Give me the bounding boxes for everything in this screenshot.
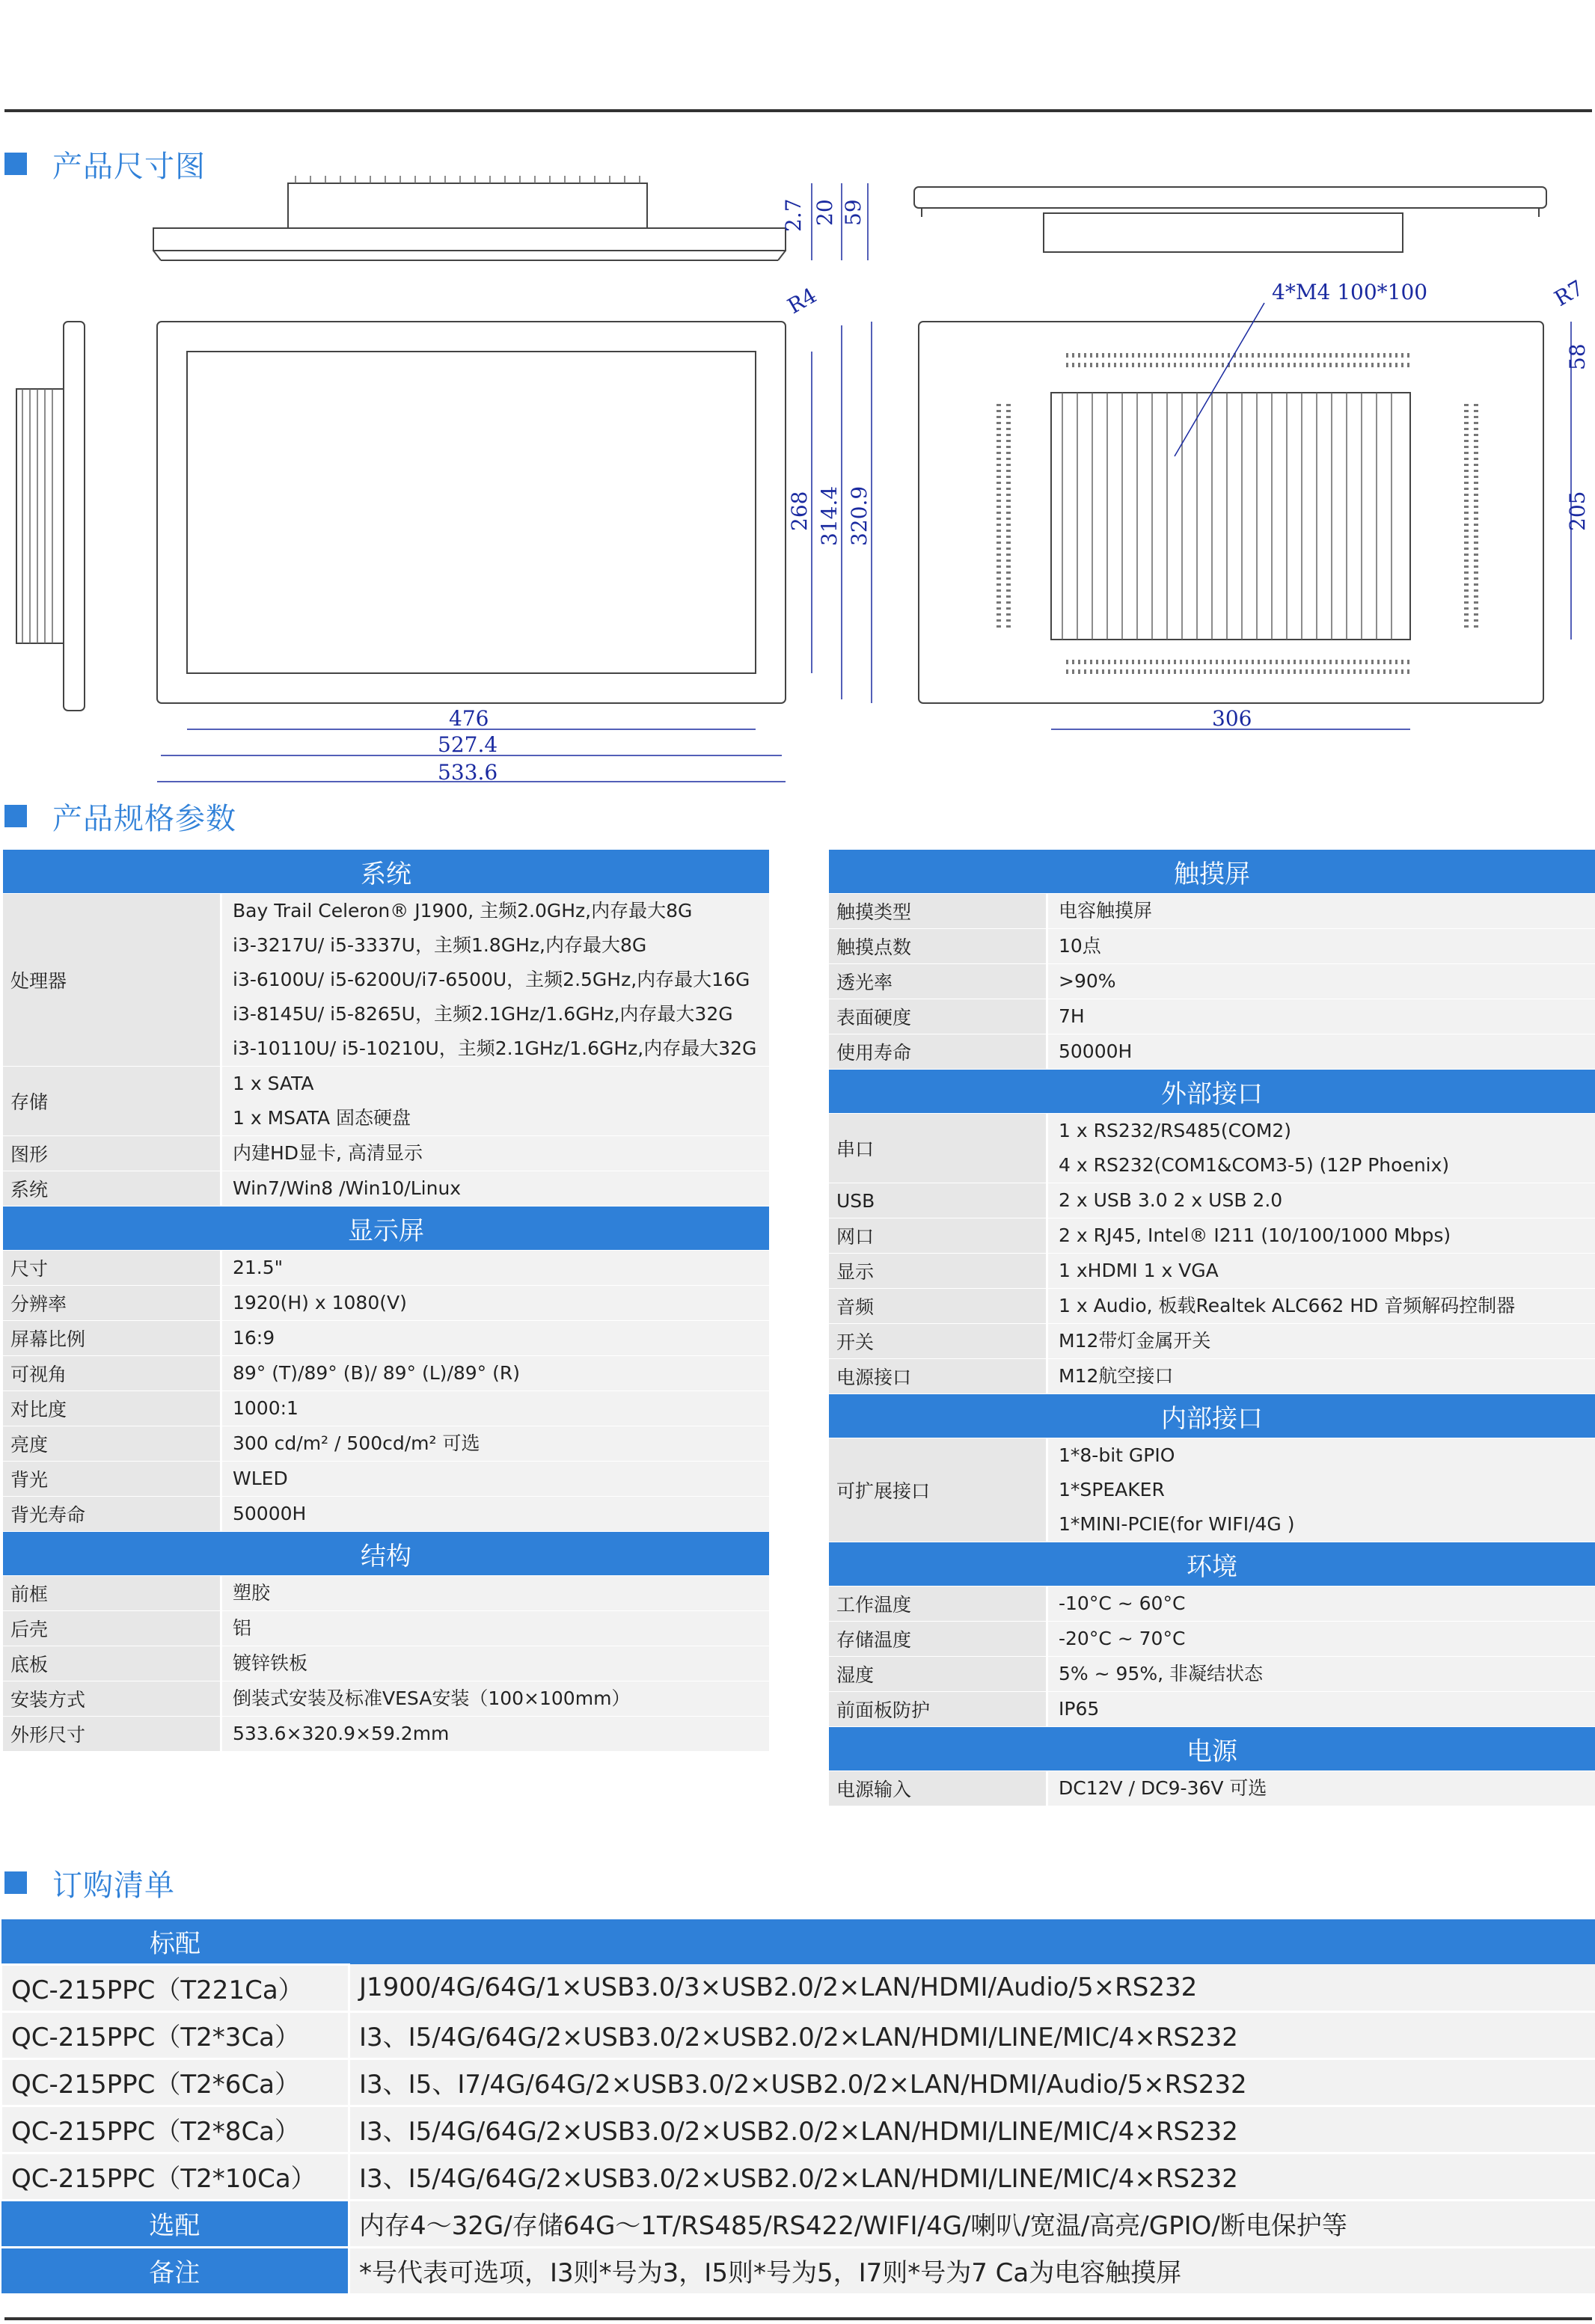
spec-row xyxy=(829,1771,1595,1806)
spec-value-line: 铝 xyxy=(233,1617,252,1639)
spec-value xyxy=(221,1611,770,1646)
spec-category-header: 内部接口 xyxy=(829,1394,1595,1438)
spec-value xyxy=(1047,1183,1595,1218)
order-note-value: *号代表可选项，I3则*号为3，I5则*号为5，I7则*号为7 Ca为电容触摸屏 xyxy=(349,2247,1595,2294)
spec-value-line: 倒装式安装及标准VESA安装（100×100mm） xyxy=(233,1687,631,1709)
spec-value-line: 1*MINI-PCIE(for WIFI/4G ) xyxy=(1059,1513,1295,1535)
dim-20: 20 xyxy=(812,199,837,226)
spec-category-header: 环境 xyxy=(829,1542,1595,1586)
spec-table-right xyxy=(829,850,1595,1806)
dimension-drawing-svg xyxy=(0,172,1595,793)
spec-key: 使用寿命 xyxy=(829,1034,1047,1070)
spec-key: 电源接口 xyxy=(829,1359,1047,1394)
spec-value xyxy=(221,1646,770,1681)
spec-value xyxy=(1047,1657,1595,1692)
spec-row xyxy=(3,1251,769,1286)
spec-value xyxy=(1047,1586,1595,1622)
spec-key: 可扩展接口 xyxy=(829,1438,1047,1542)
spec-category-header: 电源 xyxy=(829,1727,1595,1771)
order-model-config: I3、I5/4G/64G/2×USB3.0/2×USB2.0/2×LAN/HDMI/LINE/MIC/4×RS232 xyxy=(349,2153,1595,2200)
order-model-row xyxy=(1,2153,1595,2200)
spec-row xyxy=(829,1218,1595,1254)
section-title: 产品尺寸图 xyxy=(52,149,206,184)
section-marker xyxy=(4,1871,27,1894)
spec-value xyxy=(221,1462,770,1497)
spec-row xyxy=(3,1356,769,1391)
order-standard-label: 标配 xyxy=(1,1919,349,1964)
spec-value xyxy=(221,1067,770,1136)
dim-527-4: 527.4 xyxy=(438,732,498,757)
spec-value-line: 50000H xyxy=(233,1503,307,1524)
spec-value-line: 塑胶 xyxy=(233,1582,271,1604)
order-model-name: QC-215PPC（T221Ca） xyxy=(1,1964,349,2011)
dim-533-6: 533.6 xyxy=(438,760,498,785)
spec-row xyxy=(829,1183,1595,1218)
spec-value-line: 1920(H) x 1080(V) xyxy=(233,1292,407,1313)
spec-value-line: Bay Trail Celeron® J1900, 主频2.0GHz,内存最大8G xyxy=(233,900,693,922)
spec-row xyxy=(829,1114,1595,1183)
spec-row xyxy=(3,1462,769,1497)
order-table xyxy=(0,1919,1595,2296)
spec-value-line: 5% ~ 95%, 非凝结状态 xyxy=(1059,1663,1263,1684)
spec-key: 屏幕比例 xyxy=(3,1321,221,1356)
spec-key: 前框 xyxy=(3,1576,221,1611)
spec-value-line: 10点 xyxy=(1059,935,1101,957)
spec-value-line: 1*SPEAKER xyxy=(1059,1479,1165,1500)
spec-value xyxy=(1047,1324,1595,1359)
spec-key: 系统 xyxy=(3,1171,221,1207)
spec-value-line: 16:9 xyxy=(233,1327,275,1349)
dim-320-9: 320.9 xyxy=(847,485,872,546)
spec-value-line: 300 cd/m² / 500cd/m² 可选 xyxy=(233,1432,480,1454)
spec-row xyxy=(829,1359,1595,1394)
spec-value-line: Win7/Win8 /Win10/Linux xyxy=(233,1177,462,1199)
spec-value xyxy=(221,1356,770,1391)
spec-value xyxy=(1047,894,1595,929)
order-optional-value: 内存4～32G/存储64G～1T/RS485/RS422/WIFI/4G/喇叭/宽温/高亮/GPIO/断电保护等 xyxy=(349,2200,1595,2247)
spec-value-line: >90% xyxy=(1059,970,1116,992)
section-title: 产品规格参数 xyxy=(52,801,236,836)
spec-key: 后壳 xyxy=(3,1611,221,1646)
spec-key: 音频 xyxy=(829,1289,1047,1324)
spec-key: 可视角 xyxy=(3,1356,221,1391)
spec-value xyxy=(221,1576,770,1611)
spec-row xyxy=(3,1611,769,1646)
spec-value-line: 1 xHDMI 1 x VGA xyxy=(1059,1260,1219,1281)
spec-row xyxy=(829,1586,1595,1622)
order-model-row xyxy=(1,2011,1595,2058)
spec-key: 开关 xyxy=(829,1324,1047,1359)
spec-row xyxy=(829,1622,1595,1657)
spec-category-header: 显示屏 xyxy=(3,1207,769,1251)
spec-row xyxy=(3,1171,769,1207)
spec-key: 透光率 xyxy=(829,964,1047,999)
order-model-name: QC-215PPC（T2*8Ca） xyxy=(1,2106,349,2153)
spec-key: 对比度 xyxy=(3,1391,221,1426)
spec-key: 存储 xyxy=(3,1067,221,1136)
spec-value-line: 21.5" xyxy=(233,1257,284,1278)
spec-value xyxy=(221,1426,770,1462)
spec-value-line: WLED xyxy=(233,1468,288,1489)
spec-value-line: DC12V / DC9-36V 可选 xyxy=(1059,1777,1267,1799)
spec-row xyxy=(829,1289,1595,1324)
dim-m4: 4*M4 100*100 xyxy=(1272,280,1428,304)
section-header-specs xyxy=(4,799,236,836)
order-note-label: 备注 xyxy=(1,2247,349,2294)
rear-top-view-body xyxy=(914,187,1546,208)
order-model-row xyxy=(1,1964,1595,2011)
spec-row xyxy=(829,1324,1595,1359)
spec-row xyxy=(3,1646,769,1681)
spec-value xyxy=(1047,1622,1595,1657)
spec-value-line: M12带灯金属开关 xyxy=(1059,1330,1211,1352)
spec-key: 背光寿命 xyxy=(3,1497,221,1532)
spec-value-line: i3-3217U/ i5-3337U，主频1.8GHz,内存最大8G xyxy=(233,934,647,956)
dim-r4: R4 xyxy=(783,283,821,319)
spec-value-line: 533.6×320.9×59.2mm xyxy=(233,1723,450,1744)
dim-2-7: 2.7 xyxy=(781,198,806,232)
order-model-config: I3、I5/4G/64G/2×USB3.0/2×USB2.0/2×LAN/HDMI/LINE/MIC/4×RS232 xyxy=(349,2011,1595,2058)
spec-value xyxy=(221,894,770,1067)
spec-row xyxy=(3,1286,769,1321)
dim-r7: R7 xyxy=(1550,275,1588,312)
section-marker xyxy=(4,805,27,827)
spec-value-line: i3-6100U/ i5-6200U/i7-6500U，主频2.5GHz,内存最大16G xyxy=(233,969,750,990)
spec-row xyxy=(3,1067,769,1136)
spec-value-line: 2 x USB 3.0 2 x USB 2.0 xyxy=(1059,1189,1283,1211)
spec-key: 工作温度 xyxy=(829,1586,1047,1622)
order-model-config: I3、I5、I7/4G/64G/2×USB3.0/2×USB2.0/2×LAN/HDMI/Audio/5×RS232 xyxy=(349,2058,1595,2106)
order-model-name: QC-215PPC（T2*6Ca） xyxy=(1,2058,349,2106)
dim-205: 205 xyxy=(1565,491,1590,531)
dim-314-4: 314.4 xyxy=(817,485,842,546)
dim-268: 268 xyxy=(787,491,812,531)
order-model-config: I3、I5/4G/64G/2×USB3.0/2×USB2.0/2×LAN/HDMI/LINE/MIC/4×RS232 xyxy=(349,2106,1595,2153)
spec-value-line: i3-10110U/ i5-10210U，主频2.1GHz/1.6GHz,内存最大32G xyxy=(233,1037,757,1059)
spec-row xyxy=(829,999,1595,1034)
spec-value-line: 7H xyxy=(1059,1005,1085,1027)
spec-value-line: 内建HD显卡, 高清显示 xyxy=(233,1142,423,1164)
spec-value xyxy=(1047,1218,1595,1254)
spec-value-line: 电容触摸屏 xyxy=(1059,900,1153,922)
order-model-row xyxy=(1,2106,1595,2153)
spec-row xyxy=(829,1657,1595,1692)
spec-category-header: 系统 xyxy=(3,850,769,894)
section-header-order xyxy=(4,1865,175,1903)
order-header-bar xyxy=(349,1919,1595,1964)
spec-key: 处理器 xyxy=(3,894,221,1067)
spec-value xyxy=(221,1286,770,1321)
rear-top-io-panel xyxy=(1044,213,1403,252)
spec-value-line: 1 x RS232/RS485(COM2) xyxy=(1059,1120,1292,1141)
top-rule xyxy=(4,109,1592,112)
spec-value xyxy=(221,1251,770,1286)
spec-value xyxy=(221,1681,770,1717)
spec-key: 底板 xyxy=(3,1646,221,1681)
spec-value xyxy=(221,1717,770,1752)
spec-value-line: 镀锌铁板 xyxy=(233,1652,308,1674)
spec-value xyxy=(1047,1438,1595,1542)
back-view-heatsink xyxy=(1051,393,1410,640)
spec-value xyxy=(1047,1771,1595,1806)
spec-row xyxy=(3,1391,769,1426)
spec-key: USB xyxy=(829,1183,1047,1218)
spec-key: 外形尺寸 xyxy=(3,1717,221,1752)
spec-row xyxy=(3,1426,769,1462)
spec-value-line: M12航空接口 xyxy=(1059,1365,1174,1387)
spec-value-line: 1 x MSATA 固态硬盘 xyxy=(233,1107,411,1129)
spec-key: 触摸类型 xyxy=(829,894,1047,929)
spec-category-header: 结构 xyxy=(3,1532,769,1576)
spec-key: 网口 xyxy=(829,1218,1047,1254)
spec-value-line: i3-8145U/ i5-8265U，主频2.1GHz/1.6GHz,内存最大32G xyxy=(233,1003,733,1025)
spec-value xyxy=(1047,964,1595,999)
spec-key: 湿度 xyxy=(829,1657,1047,1692)
spec-value-line: 1*8-bit GPIO xyxy=(1059,1444,1175,1466)
spec-value xyxy=(1047,929,1595,964)
spec-key: 亮度 xyxy=(3,1426,221,1462)
dim-306: 306 xyxy=(1212,706,1252,731)
spec-key: 触摸点数 xyxy=(829,929,1047,964)
section-title: 订购清单 xyxy=(52,1868,175,1903)
spec-row xyxy=(3,1497,769,1532)
side-view-frame xyxy=(64,322,85,711)
spec-row xyxy=(829,1692,1595,1727)
spec-value xyxy=(221,1391,770,1426)
dim-476: 476 xyxy=(449,706,489,731)
spec-table-left xyxy=(3,850,769,1752)
order-model-row xyxy=(1,2058,1595,2106)
spec-key: 图形 xyxy=(3,1136,221,1171)
spec-value-line: 1 x SATA xyxy=(233,1073,314,1094)
spec-value xyxy=(1047,1254,1595,1289)
spec-row xyxy=(829,894,1595,929)
spec-key: 显示 xyxy=(829,1254,1047,1289)
dimension-drawing xyxy=(0,172,1595,793)
spec-row xyxy=(829,1034,1595,1070)
spec-value-line: 1 x Audio, 板载Realtek ALC662 HD 音频解码控制器 xyxy=(1059,1295,1516,1316)
spec-category-header: 触摸屏 xyxy=(829,850,1595,894)
spec-row xyxy=(829,929,1595,964)
spec-value xyxy=(221,1136,770,1171)
order-optional-label: 选配 xyxy=(1,2200,349,2247)
spec-key: 前面板防护 xyxy=(829,1692,1047,1727)
spec-value xyxy=(1047,999,1595,1034)
spec-value xyxy=(221,1321,770,1356)
spec-key: 存储温度 xyxy=(829,1622,1047,1657)
top-view-body xyxy=(153,228,786,251)
spec-key: 电源输入 xyxy=(829,1771,1047,1806)
front-view-screen xyxy=(187,352,756,673)
spec-row xyxy=(3,1136,769,1171)
dim-59: 59 xyxy=(841,199,866,226)
spec-value-line: 4 x RS232(COM1&COM3-5) (12P Phoenix) xyxy=(1059,1154,1450,1176)
back-view-panel xyxy=(919,322,1543,703)
spec-row xyxy=(829,1438,1595,1542)
spec-value-line: 1000:1 xyxy=(233,1397,299,1419)
spec-row xyxy=(3,894,769,1067)
spec-row xyxy=(3,1576,769,1611)
spec-value-line: IP65 xyxy=(1059,1698,1100,1720)
spec-key: 背光 xyxy=(3,1462,221,1497)
spec-value xyxy=(1047,1289,1595,1324)
spec-value-line: -20°C ~ 70°C xyxy=(1059,1628,1186,1649)
spec-key: 尺寸 xyxy=(3,1251,221,1286)
spec-value xyxy=(1047,1359,1595,1394)
spec-value xyxy=(1047,1034,1595,1070)
spec-row xyxy=(3,1321,769,1356)
spec-row xyxy=(3,1717,769,1752)
spec-row xyxy=(829,964,1595,999)
order-model-name: QC-215PPC（T2*3Ca） xyxy=(1,2011,349,2058)
top-view-heatsink xyxy=(288,183,647,228)
order-model-name: QC-215PPC（T2*10Ca） xyxy=(1,2153,349,2200)
spec-value-line: 2 x RJ45, Intel® I211 (10/100/1000 Mbps) xyxy=(1059,1224,1451,1246)
order-model-config: J1900/4G/64G/1×USB3.0/3×USB2.0/2×LAN/HDMI/Audio/5×RS232 xyxy=(349,1964,1595,2011)
spec-value xyxy=(221,1497,770,1532)
spec-value xyxy=(221,1171,770,1207)
spec-value-line: 89° (T)/89° (B)/ 89° (L)/89° (R) xyxy=(233,1362,520,1384)
side-view-heatsink xyxy=(16,389,64,643)
spec-key: 安装方式 xyxy=(3,1681,221,1717)
spec-value-line: 50000H xyxy=(1059,1040,1133,1062)
spec-value xyxy=(1047,1114,1595,1183)
spec-row xyxy=(829,1254,1595,1289)
spec-key: 串口 xyxy=(829,1114,1047,1183)
spec-key: 分辨率 xyxy=(3,1286,221,1321)
dim-58: 58 xyxy=(1565,343,1590,370)
spec-key: 表面硬度 xyxy=(829,999,1047,1034)
spec-value xyxy=(1047,1692,1595,1727)
bottom-rule xyxy=(4,2317,1592,2320)
spec-category-header: 外部接口 xyxy=(829,1070,1595,1114)
spec-value-line: -10°C ~ 60°C xyxy=(1059,1592,1186,1614)
spec-row xyxy=(3,1681,769,1717)
front-view-bezel xyxy=(157,322,786,703)
